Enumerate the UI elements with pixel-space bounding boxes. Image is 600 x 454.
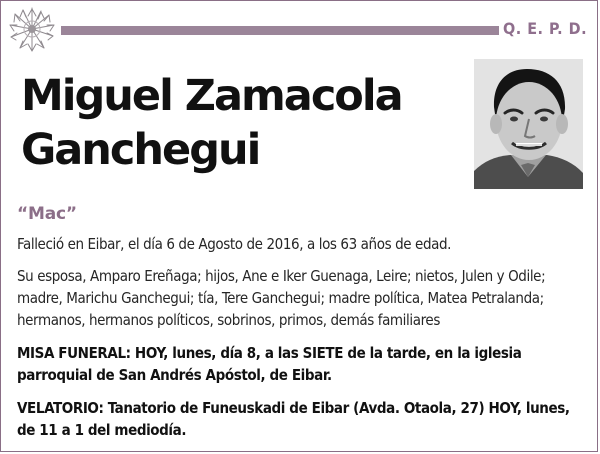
family-notice: Su esposa, Amparo Ereñaga; hijos, Ane e Iker Guenaga, Leire; nietos, Julen y Odile; madre, Marichu Ganchegui; tía, Tere Ganchegui; madre política, Matea Petralanda; hermanos, hermanos políticos, sobrinos, primos, demás familiares bbox=[17, 267, 546, 329]
portrait-photo bbox=[474, 59, 583, 189]
name-line-1: Miguel Zamacola bbox=[21, 71, 402, 121]
header-bar bbox=[61, 26, 499, 35]
header bbox=[1, 1, 599, 59]
alias: “Mac” bbox=[17, 204, 77, 224]
wake-notice: VELATORIO: Tanatorio de Funeuskadi de Eibar (Avda. Otaola, 27) HOY, lunes, de 11 a 1 del mediodía. bbox=[17, 399, 570, 439]
name-line-2: Ganchegui bbox=[21, 125, 260, 175]
deceased-name bbox=[21, 69, 461, 177]
funeral-notice: MISA FUNERAL: HOY, lunes, día 8, a las SIETE de la tarde, en la iglesia parroquial de San Andrés Apóstol, de Eibar. bbox=[17, 344, 522, 384]
flower-icon bbox=[6, 5, 58, 53]
death-notice: Falleció en Eibar, el día 6 de Agosto de 2016, a los 63 años de edad. bbox=[17, 235, 452, 253]
qepd-label: Q. E. P. D. bbox=[503, 19, 588, 38]
